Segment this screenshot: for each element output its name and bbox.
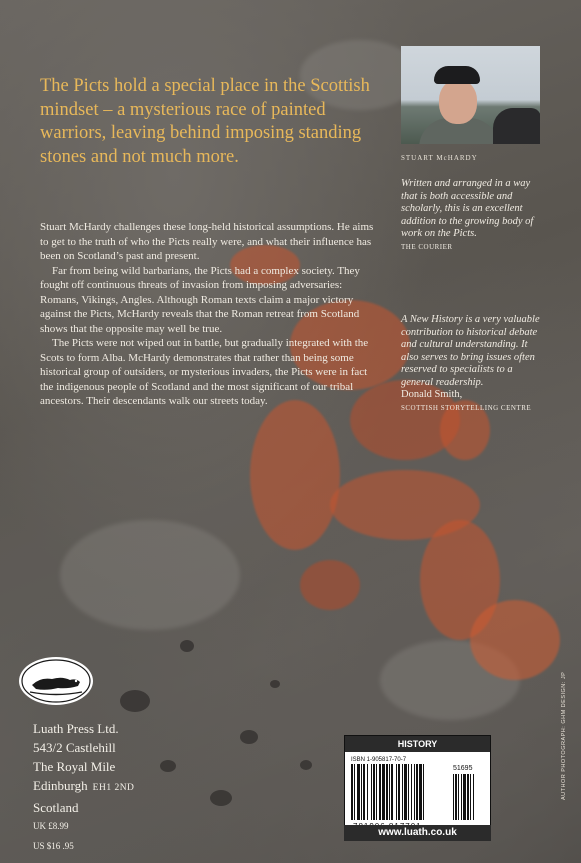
isbn-number: ISBN 1-905817-70-7 — [351, 757, 407, 763]
blurb-paragraph: Far from being wild barbarians, the Picts had a complex society. They fought off continuous threats of invasion from imposing adversaries: Romans, Vikings, Angles. Although Roman texts claim a major victory against the Picts, McHardy reveals that the Roman retreat from Scotland shows that the opposite may well be true. — [40, 264, 360, 335]
review-quote-courier — [401, 178, 546, 253]
barcode-icon — [349, 764, 486, 822]
author-caption: STUART McHARDY — [401, 154, 478, 162]
review-source: THE COURIER — [401, 242, 453, 251]
address-city-line — [33, 776, 134, 798]
price-uk: UK £8.99 — [33, 821, 69, 831]
review-source: SCOTTISH STORYTELLING CENTRE — [401, 403, 532, 412]
photo-credit: AUTHOR PHOTOGRAPH: GHM DESIGN: JP — [561, 671, 567, 800]
review-text: is a very valuable contribution to historical debate and cultural understanding. It also serves to bring issues often reserved to specialists to a general readership. — [401, 314, 540, 388]
address-area: The Royal Mile — [33, 759, 116, 774]
category-label: HISTORY — [345, 736, 490, 752]
price-addon-code: 51695 — [453, 765, 473, 772]
prices — [33, 816, 74, 856]
review-text: Written and arranged in a way that is both accessible and scholarly, this is an excellent addition to the growing body of work on the Picts. — [401, 178, 534, 239]
author-photo — [401, 46, 540, 144]
blurb-paragraph: Stuart McHardy challenges these long-held historical assumptions. He aims to get to the truth of who the Picts really were, and what their influence has been on Scotland’s past and present. — [40, 221, 374, 262]
book-title: A New History — [401, 314, 463, 325]
publisher-name: Luath Press Ltd. — [33, 721, 119, 736]
blurb-paragraph: The Picts were not wiped out in battle, but gradually integrated with the Scots to form Alba. McHardy demonstrates that rather than being some historical group of outsiders, or mysterious invaders, the Picts were in fact the indigenous people of Scotland and the most significant of our tribal ancestors. Their descendants walk our streets today. — [40, 337, 369, 407]
address-postcode: EH1 2ND — [92, 783, 135, 793]
review-quote-storytelling — [401, 314, 546, 414]
address-street: 543/2 Castlehill — [33, 740, 116, 755]
headline: The Picts hold a special place in the Scottish mindset – a mysterious race of painted warriors, leaving behind imposing standing stones and not much more. — [40, 76, 370, 167]
price-us: US $16 .95 — [33, 841, 74, 851]
address-city: Edinburgh — [33, 778, 88, 793]
publisher-logo-icon — [18, 656, 94, 706]
publisher-address — [33, 719, 134, 817]
website-url[interactable]: www.luath.co.uk — [344, 825, 491, 841]
address-country: Scotland — [33, 800, 79, 815]
blurb — [40, 220, 377, 409]
review-person: Donald Smith, — [401, 389, 463, 400]
